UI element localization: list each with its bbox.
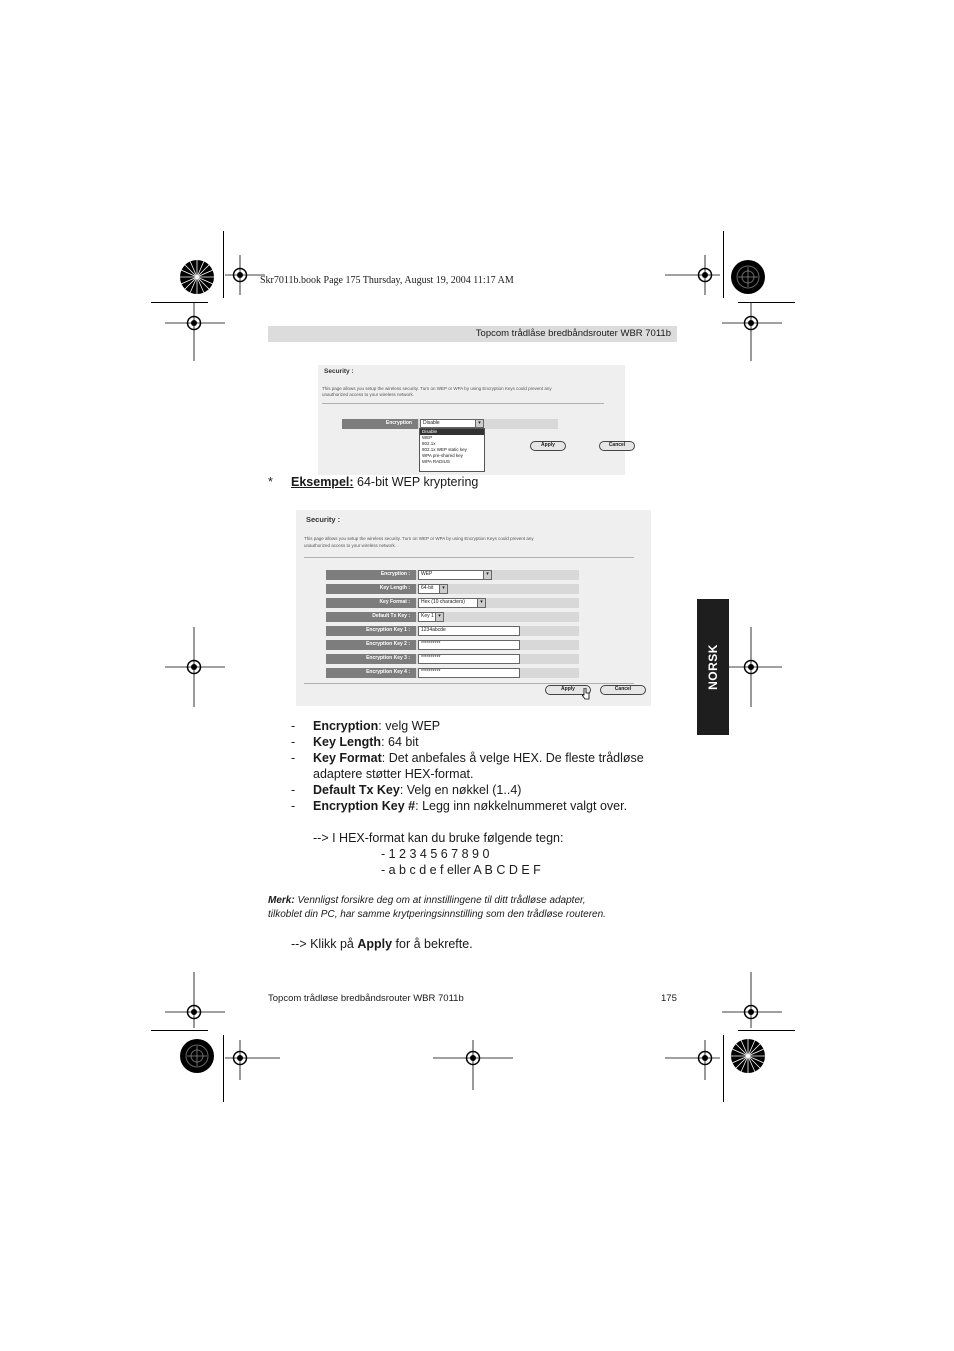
list-item	[313, 719, 440, 733]
example-text: 64-bit WEP kryptering	[353, 475, 479, 489]
chevron-down-icon[interactable]: ▾	[435, 613, 443, 621]
list-item-term: Key Length	[313, 735, 382, 749]
running-header-text: Topcom trådlåse bredbåndsrouter WBR 7011b	[475, 328, 671, 339]
wep-select[interactable]	[418, 570, 492, 580]
starburst-target-icon	[730, 259, 766, 295]
chevron-down-icon[interactable]: ▾	[439, 585, 447, 593]
cancel-button[interactable]: Cancel	[599, 441, 635, 451]
encryption-dropdown-list[interactable]	[419, 428, 485, 472]
wep-row-label: Encryption Key 2 :	[326, 640, 416, 650]
encryption-select[interactable]	[420, 419, 484, 428]
note-text-line2: tilkoblet din PC, har samme krytperingsinnstilling som den trådløse routeren.	[268, 909, 606, 920]
chevron-down-icon[interactable]: ▾	[477, 599, 485, 607]
wep-row-label: Encryption Key 3 :	[326, 654, 416, 664]
list-item-dash: -	[291, 751, 296, 765]
footer-title: Topcom trådløse bredbåndsrouter WBR 7011b	[268, 993, 464, 1004]
running-header	[268, 326, 677, 342]
note-label: Merk:	[268, 895, 295, 906]
list-item	[313, 751, 644, 765]
wep-select[interactable]	[418, 584, 448, 594]
dropdown-option[interactable]: 802.1x	[422, 441, 436, 446]
hex-intro: --> I HEX-format kan du bruke følgende tegn:	[313, 831, 564, 845]
wep-row-label: Key Format :	[326, 598, 416, 608]
encryption-select-value: Disable	[423, 420, 440, 426]
security-title: Security :	[306, 515, 341, 524]
dropdown-option[interactable]: 802.1x WEP static key	[422, 447, 467, 452]
language-side-tab-label: NORSK	[706, 644, 720, 690]
encryption-key-input[interactable]	[418, 668, 520, 678]
dropdown-option[interactable]: WPA RADIUS	[422, 459, 450, 464]
registration-mark-icon	[225, 1040, 280, 1080]
registration-mark-icon	[722, 303, 782, 361]
list-item-dash: -	[291, 783, 296, 797]
list-item-text: : 64 bit	[381, 735, 419, 749]
list-item-term: Default Tx Key	[313, 783, 400, 797]
apply-button[interactable]: Apply	[530, 441, 566, 451]
encryption-key-input[interactable]	[418, 626, 520, 636]
security-description-line2: unauthorized access to your wireless network.	[322, 392, 415, 397]
apply-button[interactable]: Apply	[545, 685, 591, 695]
wep-row-label: Encryption Key 1 :	[326, 626, 416, 636]
field-value: **********	[421, 669, 441, 675]
list-item-text: : Legg inn nøkkelnummeret valgt over.	[415, 799, 628, 813]
print-header: Skr7011b.book Page 175 Thursday, August 19, 2004 11:17 AM	[260, 275, 514, 286]
registration-mark-icon	[722, 627, 782, 707]
list-item-dash: -	[291, 719, 296, 733]
registration-mark-icon	[665, 1040, 720, 1080]
list-item	[313, 799, 627, 813]
cancel-button[interactable]: Cancel	[600, 685, 646, 695]
starburst-target-icon	[179, 259, 215, 295]
divider	[322, 403, 604, 404]
list-item	[313, 735, 419, 749]
dropdown-option[interactable]: WEP	[422, 435, 433, 440]
list-item-text: : Velg en nøkkel (1..4)	[399, 783, 522, 797]
hex-digits: - 1 2 3 4 5 6 7 8 9 0	[381, 847, 490, 861]
confirm-post: for å bekrefte.	[392, 937, 473, 951]
example-caption	[291, 475, 478, 489]
security-screenshot-dropdown	[318, 365, 625, 475]
security-title: Security :	[324, 368, 354, 375]
security-screenshot-wep	[296, 510, 651, 706]
field-value: Key 1	[421, 613, 434, 619]
chevron-down-icon[interactable]: ▾	[475, 420, 483, 427]
list-item-term: Encryption Key #	[313, 799, 416, 813]
security-description-line2: unauthorized access to your wireless network.	[304, 543, 397, 548]
wep-row-label: Encryption :	[326, 570, 416, 580]
registration-mark-icon	[665, 255, 720, 295]
starburst-target-icon	[730, 1038, 766, 1074]
language-side-tab	[697, 599, 729, 735]
confirm-instruction	[291, 937, 473, 951]
registration-mark-icon	[722, 972, 782, 1028]
divider	[304, 557, 634, 558]
list-item-text: : velg WEP	[378, 719, 441, 733]
encryption-label: Encryption	[342, 419, 418, 429]
example-label: Eksempel:	[291, 475, 354, 489]
list-item	[313, 783, 521, 797]
security-description-line1: This page allows you setup the wireless security. Turn on WEP or WPA by using Encryption Keys could prevent any	[304, 536, 534, 541]
registration-mark-icon	[433, 1040, 513, 1090]
starburst-target-icon	[179, 1038, 215, 1074]
dropdown-option[interactable]: Disable	[420, 429, 484, 435]
divider	[304, 683, 634, 684]
page-number: 175	[661, 993, 677, 1004]
encryption-key-input[interactable]	[418, 654, 520, 664]
dropdown-option[interactable]: WPA pre-shared key	[422, 453, 463, 458]
wep-row-label: Key Length :	[326, 584, 416, 594]
wep-select[interactable]	[418, 612, 444, 622]
registration-mark-icon	[225, 255, 265, 295]
field-value: **********	[421, 641, 441, 647]
wep-select[interactable]	[418, 598, 486, 608]
field-value: Hex (10 characters)	[421, 599, 465, 605]
field-value: WEP	[421, 571, 433, 577]
list-item-term: Encryption	[313, 719, 379, 733]
encryption-key-input[interactable]	[418, 640, 520, 650]
note-text-line1: Vennligst forsikre deg om at innstillingene til ditt trådløse adapter,	[294, 895, 586, 906]
wep-row-label: Default Tx Key :	[326, 612, 416, 622]
list-item-term: Key Format	[313, 751, 382, 765]
hand-cursor-icon	[582, 688, 590, 700]
list-item-dash: -	[291, 735, 296, 749]
registration-mark-icon	[165, 627, 225, 707]
chevron-down-icon[interactable]: ▾	[483, 571, 491, 579]
security-description-line1: This page allows you setup the wireless security. Turn on WEP or WPA by using Encryption Keys could prevent any	[322, 386, 552, 391]
example-bullet: *	[268, 475, 273, 489]
list-item-continuation: adaptere støtter HEX-format.	[313, 767, 474, 781]
registration-mark-icon	[165, 303, 225, 361]
field-value: 64-bit	[421, 585, 434, 591]
wep-row-label: Encryption Key 4 :	[326, 668, 416, 678]
field-value: **********	[421, 655, 441, 661]
registration-mark-icon	[165, 972, 225, 1028]
list-item-text: : Det anbefales å velge HEX. De fleste trådløse	[381, 751, 644, 765]
confirm-pre: --> Klikk på	[291, 937, 358, 951]
hex-letters: - a b c d e f eller A B C D E F	[381, 863, 541, 877]
note-line1	[268, 895, 586, 906]
field-value: 1234abcde	[421, 627, 446, 633]
list-item-dash: -	[291, 799, 296, 813]
confirm-apply: Apply	[357, 937, 393, 951]
